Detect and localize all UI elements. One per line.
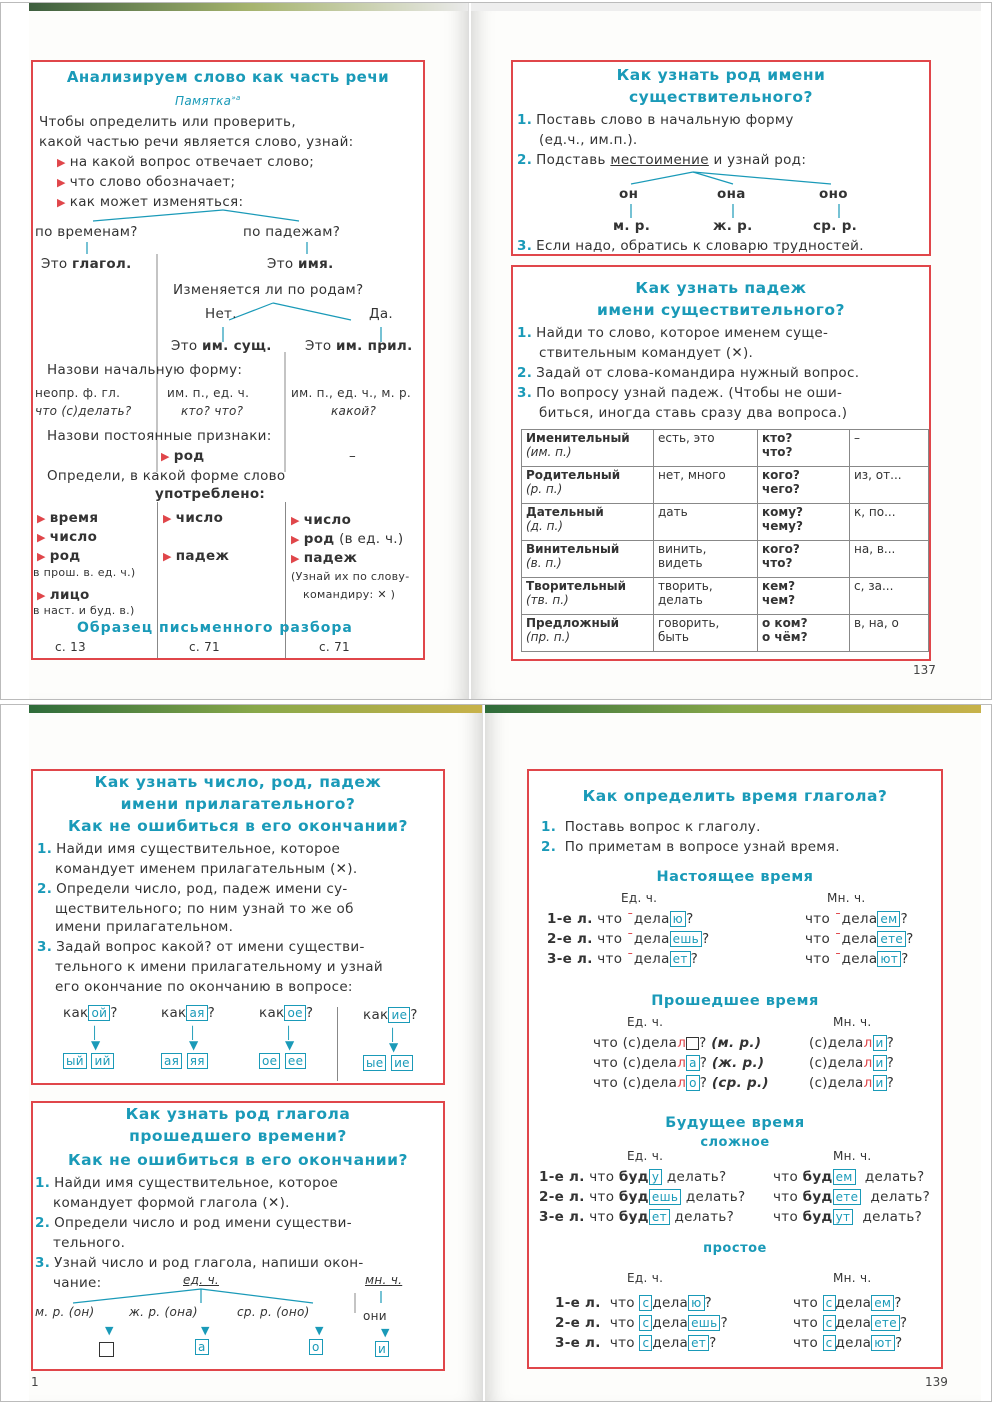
future-s-pl-row: что с дела ем ?	[793, 1295, 902, 1311]
adj-step-1: 1. Найди имя существительное, которое	[37, 841, 341, 857]
past-pl-row: (с)делал и ?	[809, 1075, 895, 1091]
page-top-strip	[485, 705, 981, 713]
adj-note-2: командиру: ✕ )	[303, 588, 396, 601]
gender-f: ж. р.	[713, 218, 753, 234]
gender-title-2: существительного?	[628, 88, 814, 106]
down-arrow-pl: ▼	[381, 1326, 390, 1339]
past-pl-row: (с)делал и ?	[809, 1055, 895, 1071]
case-step-3b: биться, иногда ставь сразу два вопроса.)	[539, 405, 848, 421]
ref-1: с. 13	[55, 640, 86, 654]
adj-step-2b: ществительного; по ним узнай то же об	[55, 901, 354, 917]
verb-gender-box	[31, 1101, 445, 1371]
memo-title: Анализируем слово как часть речи	[66, 68, 390, 86]
end-f: а	[195, 1339, 209, 1355]
case-title-2: имени существительного?	[596, 301, 846, 319]
gender-box	[511, 60, 931, 256]
arrow-icon: ▶	[163, 512, 172, 525]
verb-person-note: в наст. и буд. в.)	[33, 604, 135, 617]
future-c-sg-row: 1-е л. что буд у делать?	[539, 1169, 727, 1185]
present-sg-row: 3-е л. что ˉдела ет ?	[547, 951, 699, 967]
present-pl-row: что ˉдела ете ?	[805, 931, 914, 947]
case-step-2: 2. Задай от слова-командира нужный вопрос.	[517, 365, 860, 381]
init-noun-2: кто? что?	[181, 404, 244, 418]
q-word-1: как ой ?	[63, 1005, 118, 1021]
arrow-icon: ▶	[37, 589, 46, 602]
present-sg-row: 1-е л. что ˉдела ю ?	[547, 911, 694, 927]
q-gender: Изменяется ли по родам?	[173, 282, 364, 298]
ending-pair-3: ое ее	[259, 1053, 306, 1069]
pron-she: она	[717, 186, 746, 202]
future-s-sg-row: 3-е л. что с дела ет ?	[555, 1335, 717, 1351]
fut-c-sg: Ед. ч.	[627, 1149, 664, 1163]
present-pl: Мн. ч.	[827, 891, 866, 905]
down-arrow-n: ▼	[315, 1324, 324, 1337]
arrow-icon: ▶	[161, 450, 170, 463]
is-verb: Это глагол.	[41, 256, 132, 272]
future-c-pl-row: что буд ем делать?	[773, 1169, 925, 1185]
form-pl: они	[363, 1309, 387, 1323]
gender-step-3: 3. Если надо, обратись к словарю трудностей.	[517, 238, 864, 254]
form-n: ср. р. (оно)	[237, 1305, 310, 1319]
past-sg: Ед. ч.	[627, 1015, 664, 1029]
arrow-icon: ▶	[57, 196, 66, 209]
adj-note-1: (Узнай их по слову-	[291, 570, 410, 583]
adj-feat-case: ▶ падеж	[291, 550, 358, 566]
end-n: о	[309, 1339, 323, 1355]
const-rod: ▶ род	[161, 448, 205, 464]
arrow-icon: ▶	[57, 176, 66, 189]
q-word-4: как ие ?	[363, 1007, 418, 1023]
case-table	[521, 429, 929, 652]
pron-it: оно	[819, 186, 848, 202]
fut-s-pl: Мн. ч.	[833, 1271, 872, 1285]
down-arrow-2: │ ▼	[189, 1026, 199, 1052]
answer-yes: Да.	[369, 306, 394, 322]
future-s-pl-row: что с дела ют ?	[793, 1335, 903, 1351]
ref-3: с. 71	[319, 640, 350, 654]
page-138	[29, 705, 483, 1401]
verb-step-2b: тельного.	[53, 1235, 126, 1251]
pl-label: мн. ч.	[365, 1273, 403, 1287]
bullet-1: ▶ на какой вопрос отвечает слово;	[57, 154, 315, 170]
verb-step-1b: командует формой глагола (✕).	[53, 1195, 290, 1211]
q-word-2: как ая ?	[161, 1005, 216, 1021]
past-pl: Мн. ч.	[833, 1015, 872, 1029]
down-arrow-f: ▼	[201, 1324, 210, 1337]
page-top-strip	[471, 3, 981, 11]
noun-feat-case: ▶ падеж	[163, 548, 230, 564]
tense-step-1: 1. Поставь вопрос к глаголу.	[541, 819, 761, 835]
page-number-139: 139	[925, 1375, 948, 1389]
verb-title-2: прошедшего времени?	[129, 1127, 347, 1145]
present-pl-row: что ˉдела ем ?	[805, 911, 908, 927]
verb-step-3: 3. Узнай число и род глагола, напиши окон-	[35, 1255, 364, 1271]
gender-m: м. р.	[613, 218, 651, 234]
present-pl-row: что ˉдела ют ?	[805, 951, 909, 967]
sample-title: Образец письменного разбора	[77, 620, 353, 636]
determine-1: Определи, в какой форме слово	[47, 468, 286, 484]
adj-title-2: имени прилагательного?	[120, 795, 356, 813]
gender-step-1: 1. Поставь слово в начальную форму	[517, 112, 794, 128]
tense-step-2: 2. По приметам в вопросе узнай время.	[541, 839, 840, 855]
tense-title: Как определить время глагола?	[582, 787, 888, 805]
page-number-138: 1	[31, 1375, 39, 1389]
bullet-3: ▶ как может изменяться:	[57, 194, 244, 210]
arrow-icon: ▶	[37, 550, 46, 563]
down-arrow-m: ▼	[105, 1324, 114, 1337]
determine-2: употреблено:	[155, 486, 266, 502]
verb-title-1: Как узнать род глагола	[125, 1105, 351, 1123]
future-s-sg-row: 2-е л. что с дела ешь ?	[555, 1315, 728, 1331]
future-c-sg-row: 2-е л. что буд ешь делать?	[539, 1189, 746, 1205]
verb-step-1: 1. Найди имя существительное, которое	[35, 1175, 339, 1191]
init-verb-2: что (с)делать?	[35, 404, 132, 418]
form-m: м. р. (он)	[35, 1305, 95, 1319]
case-step-1b: ствительным командует (✕).	[539, 345, 754, 361]
arrow-icon: ▶	[291, 552, 300, 565]
bullet-2: ▶ что слово обозначает;	[57, 174, 236, 190]
case-step-3: 3. По вопросу узнай падеж. (Чтобы не оши-	[517, 385, 843, 401]
fut-s-sg: Ед. ч.	[627, 1271, 664, 1285]
gender-title-1: Как узнать род имени	[616, 66, 826, 84]
q-case: по падежам?	[243, 224, 341, 240]
future-c-sg-row: 3-е л. что буд ет делать?	[539, 1209, 735, 1225]
adj-step-2: 2. Определи число, род, падеж имени су-	[37, 881, 348, 897]
down-arrow-1: │ ▼	[91, 1026, 101, 1052]
ending-pair-4: ые ие	[363, 1055, 413, 1071]
arrow-icon: ▶	[291, 514, 300, 527]
future-s-sg-row: 1-е л. что с дела ю ?	[555, 1295, 712, 1311]
future-compound: сложное	[700, 1135, 770, 1150]
adj-feat-gender: ▶ род (в ед. ч.)	[291, 531, 404, 547]
verb-title-3: Как не ошибиться в его окончании?	[67, 1151, 409, 1169]
const-dash: –	[349, 448, 357, 464]
verb-feat-person: ▶ лицо	[37, 587, 90, 603]
fut-c-pl: Мн. ч.	[833, 1149, 872, 1163]
case-box	[511, 265, 931, 661]
ref-2: с. 71	[189, 640, 220, 654]
answer-no: Нет.	[205, 306, 237, 322]
future-simple: простое	[703, 1241, 767, 1256]
case-step-1: 1. Найди то слово, которое именем суще-	[517, 325, 829, 341]
page-top-strip	[29, 3, 468, 11]
memo-label: Памятка$^{»а}$	[175, 94, 241, 108]
future-c-pl-row: что буд ут делать?	[773, 1209, 923, 1225]
case-row: Творительный (тв. п.) творить, делать кем? чем? с, за...	[522, 578, 929, 615]
ending-pair-2: ая яя	[161, 1053, 208, 1069]
page-137	[471, 3, 981, 699]
q-word-3: как ое ?	[259, 1005, 314, 1021]
verb-step-2: 2. Определи число и род имени существи-	[35, 1215, 352, 1231]
arrow-icon: ▶	[291, 533, 300, 546]
arrow-icon: ▶	[37, 512, 46, 525]
case-row: Винительный (в. п.) винить, видеть кого? что? на, в...	[522, 541, 929, 578]
case-title-1: Как узнать падеж	[635, 279, 807, 297]
sg-label: ед. ч.	[183, 1273, 220, 1287]
page-139	[485, 705, 981, 1401]
arrow-icon: ▶	[37, 531, 46, 544]
tense-box	[527, 769, 943, 1369]
adj-step-2c: имени прилагательном.	[55, 919, 234, 935]
present-sg: Ед. ч.	[621, 891, 658, 905]
init-verb-1: неопр. ф. гл.	[35, 386, 121, 400]
past-title: Прошедшее время	[651, 993, 819, 1009]
is-noun: Это им. сущ.	[171, 338, 272, 354]
init-adj-2: какой?	[331, 404, 377, 418]
future-title: Будущее время	[665, 1115, 805, 1131]
future-c-pl-row: что буд ете делать?	[773, 1189, 931, 1205]
ending-pair-1: ый ий	[63, 1053, 114, 1069]
verb-step-3b: чание:	[53, 1275, 102, 1291]
verb-feat-time: ▶ время	[37, 510, 99, 526]
gender-step-2: 2. Подставь местоимение и узнай род:	[517, 152, 807, 168]
is-name: Это имя.	[267, 256, 334, 272]
pron-he: он	[619, 186, 639, 202]
adj-title-1: Как узнать число, род, падеж	[94, 773, 382, 791]
empty-ending-box	[99, 1339, 114, 1358]
case-row: Дательный (д. п.) дать кому? чему? к, по...	[522, 504, 929, 541]
adj-feat-number: ▶ число	[291, 512, 352, 528]
adj-step-3c: его окончание по окончанию в вопросе:	[55, 979, 353, 995]
adj-title-3: Как не ошибиться в его окончании?	[67, 817, 409, 835]
spread-bottom	[0, 704, 992, 1402]
adj-step-3b: тельного к имени прилагательному и узнай	[55, 959, 383, 975]
down-arrow-4: │ ▼	[389, 1028, 399, 1054]
present-title: Настоящее время	[656, 869, 814, 885]
name-initial: Назови начальную форму:	[47, 362, 243, 378]
down-arrow-3: │ ▼	[285, 1026, 295, 1052]
noun-feat-number: ▶ число	[163, 510, 224, 526]
adj-step-1b: командует именем прилагательным (✕).	[55, 861, 358, 877]
verb-gender-note: в прош. в. ед. ч.)	[33, 566, 136, 579]
gender-n: ср. р.	[813, 218, 858, 234]
intro-line-2: какой частью речи является слово, узнай:	[39, 134, 354, 150]
arrow-icon: ▶	[163, 550, 172, 563]
arrow-icon: ▶	[57, 156, 66, 169]
verb-feat-number: ▶ число	[37, 529, 98, 545]
end-pl: и	[375, 1341, 389, 1357]
present-sg-row: 2-е л. что ˉдела ешь ?	[547, 931, 710, 947]
q-time: по временам?	[35, 224, 138, 240]
past-sg-row: что (с)делал о ? (ср. р.)	[593, 1075, 769, 1091]
page-top-strip	[29, 705, 482, 713]
verb-feat-gender: ▶ род	[37, 548, 81, 564]
case-row: Родительный (р. п.) нет, много кого? чего? из, от...	[522, 467, 929, 504]
name-const: Назови постоянные признаки:	[47, 428, 272, 444]
form-f: ж. р. (она)	[129, 1305, 198, 1319]
page-136	[29, 3, 469, 699]
init-adj-1: им. п., ед. ч., м. р.	[291, 386, 412, 400]
adj-box	[31, 769, 445, 1085]
adj-step-3: 3. Задай вопрос какой? от имени существи-	[37, 939, 365, 955]
intro-line-1: Чтобы определить или проверить,	[39, 114, 296, 130]
spread-top	[0, 2, 992, 700]
case-row: Именительный (им. п.) есть, это кто? что? –	[522, 430, 929, 467]
page-number-137: 137	[913, 663, 936, 677]
memo-box	[31, 60, 425, 660]
past-sg-row: что (с)делал ? (м. р.)	[593, 1035, 762, 1051]
past-sg-row: что (с)делал а ? (ж. р.)	[593, 1055, 765, 1071]
future-s-pl-row: что с дела ете ?	[793, 1315, 908, 1331]
is-adj: Это им. прил.	[305, 338, 413, 354]
gender-step-1b: (ед.ч., им.п.).	[539, 132, 638, 148]
case-row: Предложный (пр. п.) говорить, быть о ком? о чём? в, на, о	[522, 615, 929, 652]
past-pl-row: (с)делал и ?	[809, 1035, 895, 1051]
init-noun-1: им. п., ед. ч.	[167, 386, 250, 400]
